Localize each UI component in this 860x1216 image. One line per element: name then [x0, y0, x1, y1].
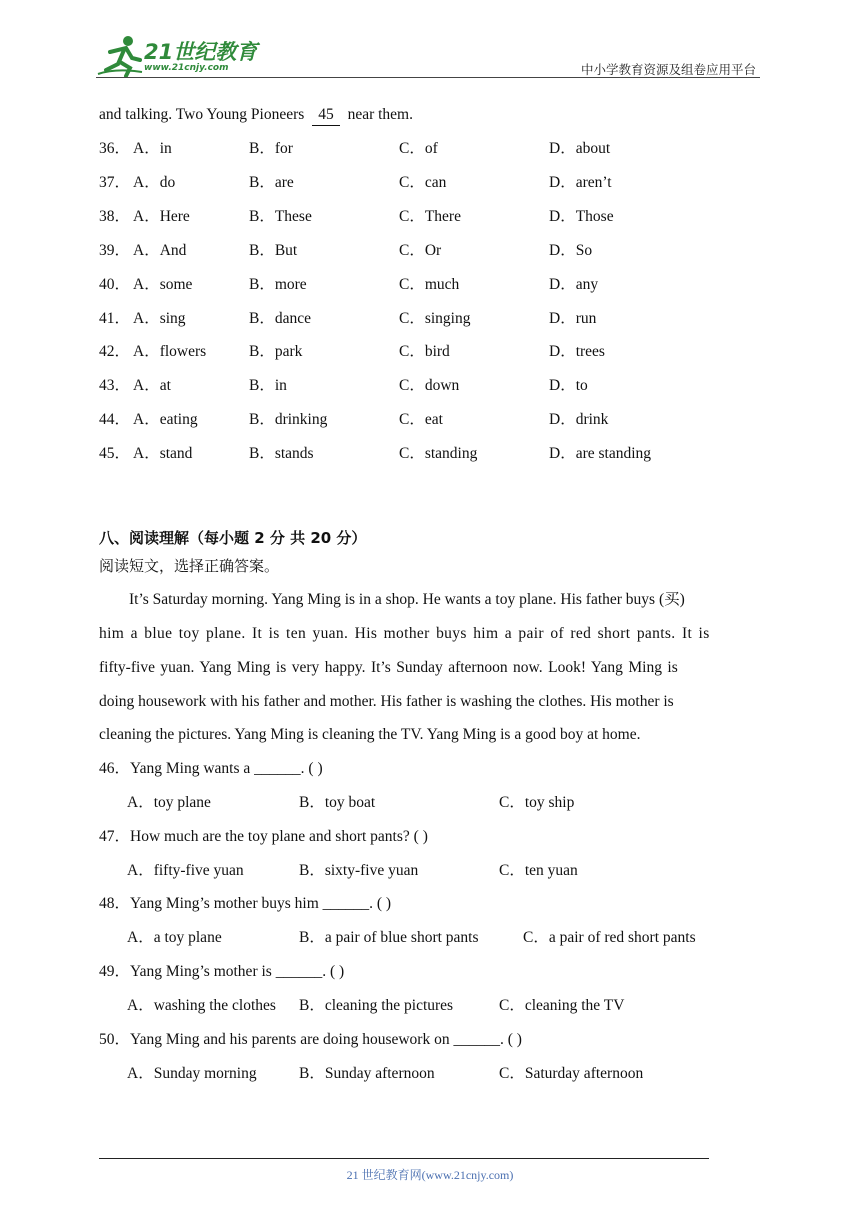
question-number: 38．	[99, 208, 131, 225]
question-number: 43．	[99, 377, 131, 394]
option-b: B．in	[249, 377, 287, 394]
option-c: C．Or	[399, 242, 442, 259]
option-c: C．of	[399, 140, 438, 157]
question-number: 40．	[99, 276, 131, 293]
question-number: 45．	[99, 445, 131, 462]
question-number: 41．	[99, 310, 131, 327]
question-number: 36．	[99, 140, 131, 157]
option-a: A．flowers	[133, 343, 207, 360]
option-a: A．And	[133, 242, 187, 259]
option-a: A．do	[133, 174, 176, 191]
intro-text-after: near them.	[347, 106, 413, 123]
cloze-intro-line	[99, 105, 413, 126]
question-number: 42．	[99, 343, 131, 360]
platform-text: 中小学教育资源及组卷应用平台	[580, 62, 756, 77]
option-b: B．sixty-five yuan	[299, 862, 419, 879]
logo	[96, 34, 266, 78]
option-b: B．park	[249, 343, 303, 360]
option-b: B．more	[249, 276, 307, 293]
option-d: D．to	[549, 377, 588, 394]
footer-divider	[99, 1158, 709, 1159]
option-b: B．These	[249, 208, 312, 225]
option-a: A．some	[133, 276, 193, 293]
option-c: C．bird	[399, 343, 450, 360]
option-a: A．a toy plane	[127, 929, 222, 946]
option-d: D．aren’t	[549, 174, 612, 191]
option-b: B．dance	[249, 310, 311, 327]
passage-line: him a blue toy plane. It is ten yuan. His mother buys him a pair of red short pants. It is	[99, 625, 710, 642]
footer-text: 21 世纪教育网(www.21cnjy.com)	[346, 1168, 514, 1182]
question-stem: 48．Yang Ming’s mother buys him ______. ( )	[99, 895, 392, 912]
option-d: D．trees	[549, 343, 605, 360]
logo-url: www.21cnjy.com	[144, 63, 229, 73]
option-a: A．washing the clothes	[127, 997, 276, 1014]
option-b: B．cleaning the pictures	[299, 997, 454, 1014]
option-c: C．ten yuan	[499, 862, 578, 879]
option-d: D．run	[549, 310, 597, 327]
question-stem: 47．How much are the toy plane and short pants? ( )	[99, 828, 428, 845]
option-d: D．Those	[549, 208, 614, 225]
option-a: A．Sunday morning	[127, 1065, 257, 1082]
option-c: C．toy ship	[499, 794, 575, 811]
question-stem: 46．Yang Ming wants a ______. ( )	[99, 760, 323, 777]
option-c: C．singing	[399, 310, 471, 327]
passage-line: fifty-five yuan. Yang Ming is very happy. It’s Sunday afternoon now. Look! Yang Ming is	[99, 659, 678, 676]
option-c: C．Saturday afternoon	[499, 1065, 644, 1082]
passage-line: cleaning the pictures. Yang Ming is cleaning the TV. Yang Ming is a good boy at home.	[99, 726, 641, 743]
option-b: B．Sunday afternoon	[299, 1065, 435, 1082]
option-d: D．are standing	[549, 445, 652, 462]
question-stem: 49．Yang Ming’s mother is ______. ( )	[99, 963, 345, 980]
section-title: 八、阅读理解（每小题 2 分 共 20 分）	[99, 529, 367, 547]
option-c: C．eat	[399, 411, 443, 428]
page-header	[96, 34, 756, 78]
option-b: B．a pair of blue short pants	[299, 929, 479, 946]
header-divider	[96, 77, 760, 78]
option-b: B．drinking	[249, 411, 328, 428]
option-c: C．cleaning the TV	[499, 997, 625, 1014]
option-b: B．toy boat	[299, 794, 376, 811]
option-c: C．a pair of red short pants	[523, 929, 696, 946]
option-b: B．stands	[249, 445, 314, 462]
option-a: A．toy plane	[127, 794, 211, 811]
option-d: D．drink	[549, 411, 609, 428]
option-c: C．much	[399, 276, 460, 293]
question-number: 44．	[99, 411, 131, 428]
passage-line: doing housework with his father and mother. His father is washing the clothes. His mother is	[99, 693, 674, 710]
option-a: A．Here	[133, 208, 190, 225]
option-a: A．eating	[133, 411, 198, 428]
option-b: B．for	[249, 140, 293, 157]
option-c: C．down	[399, 377, 460, 394]
option-c: C．There	[399, 208, 461, 225]
option-c: C．standing	[399, 445, 478, 462]
option-a: A．fifty-five yuan	[127, 862, 244, 879]
option-d: D．any	[549, 276, 599, 293]
option-c: C．can	[399, 174, 447, 191]
option-b: B．But	[249, 242, 298, 259]
question-number: 37．	[99, 174, 131, 191]
passage-line: It’s Saturday morning. Yang Ming is in a shop. He wants a toy plane. His father buys (买)	[129, 591, 685, 608]
option-d: D．about	[549, 140, 611, 157]
blank-number: 45	[312, 105, 340, 126]
logo-text: 21世纪教育	[144, 40, 258, 64]
option-b: B．are	[249, 174, 294, 191]
option-a: A．in	[133, 140, 172, 157]
option-a: A．stand	[133, 445, 193, 462]
option-a: A．sing	[133, 310, 186, 327]
question-number: 39．	[99, 242, 131, 259]
option-a: A．at	[133, 377, 171, 394]
intro-text-before: and talking. Two Young Pioneers	[99, 106, 305, 123]
question-stem: 50．Yang Ming and his parents are doing housework on ______. ( )	[99, 1031, 522, 1048]
option-d: D．So	[549, 242, 593, 259]
section-instruction: 阅读短文，选择正确答案。	[99, 557, 280, 575]
runner-logo-icon	[96, 34, 144, 78]
